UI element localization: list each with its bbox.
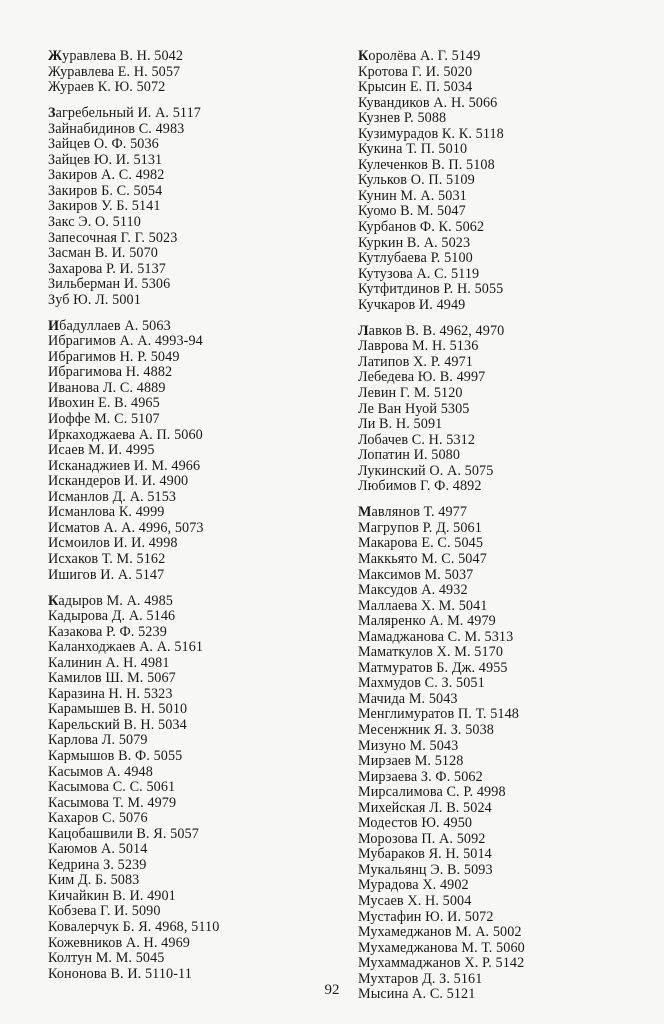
index-entry: Мубараков Я. Н. 5014 [358,846,492,863]
index-entry: Мизуно М. 5043 [358,737,459,754]
index-entry: Кукина Т. П. 5010 [358,141,468,158]
index-entry: Лукинский О. А. 5075 [358,462,494,479]
index-entry: Морозова П. А. 5092 [358,830,486,847]
index-entry: Ишигов И. А. 5147 [48,566,165,583]
index-entry: Засман В. И. 5070 [48,245,158,262]
index-entry: Иркаходжаева А. П. 5060 [48,426,203,443]
index-entry: Карельский В. Н. 5034 [48,716,187,733]
index-entry: Иоффе М. С. 5107 [48,411,160,428]
index-entry: Иванова Л. С. 4889 [48,379,166,396]
index-entry: Маккьято М. С. 5047 [358,550,487,567]
index-entry: Маляренко А. М. 4979 [358,613,496,630]
index-entry: Мусаев Х. Н. 5004 [358,892,472,909]
index-entry: Курбанов Ф. К. 5062 [358,219,485,236]
index-entry: Любимов Г. Ф. 4892 [358,478,482,495]
index-entry: Месенжник Я. З. 5038 [358,721,494,738]
index-entry: Маматкулов Х. М. 5170 [358,644,504,661]
index-entry: Мурадова Х. 4902 [358,877,469,894]
index-column-right [358,49,658,1013]
index-entry: Мавлянов Т. 4977 [358,504,468,521]
index-entry: Мукальянц Э. В. 5093 [358,861,493,878]
letter-group [358,505,658,1003]
index-entry: Зильберман И. 5306 [48,276,171,293]
index-entry: Журавлева Е. Н. 5057 [48,63,181,80]
index-entry: Кадыров М. А. 4985 [48,592,173,609]
index-entry: Мухамеджанова М. Т. 5060 [358,939,525,956]
index-entry: Макарова Е. С. 5045 [358,535,484,552]
index-entry: Журавлева В. Н. 5042 [48,48,184,64]
index-entry: Кутузова А. С. 5119 [358,265,480,282]
index-entry: Лебедева Ю. В. 4997 [358,369,486,386]
index-entry: Кувандиков А. Н. 5066 [358,94,498,111]
index-entry: Исманлова К. 4999 [48,504,165,521]
index-entry: Кадырова Д. А. 5146 [48,608,176,625]
index-entry: Кобзева Г. И. 5090 [48,903,161,920]
index-entry: Мирзаев М. 5128 [358,753,464,770]
letter-group [48,49,338,96]
index-entry: Мухамеджанов М. А. 5002 [358,924,522,941]
index-entry: Зайнабидинов С. 4983 [48,120,185,137]
index-entry: Ли В. Н. 5091 [358,416,443,433]
index-entry: Мачида М. 5043 [358,690,458,707]
index-entry: Ковалерчук Б. Я. 4968, 5110 [48,919,220,936]
index-entry: Карамышев В. Н. 5010 [48,701,188,718]
index-entry: Касымов А. 4948 [48,763,153,780]
index-entry: Кузимурадов К. К. 5118 [358,125,504,142]
index-entry: Кунин М. А. 5031 [358,187,467,204]
index-entry: Закс Э. О. 5110 [48,213,141,230]
index-entry: Михейская Л. В. 5024 [358,799,492,816]
index-column-left [48,49,338,993]
index-entry: Каюмов А. 5014 [48,841,148,858]
index-entry: Калинин А. Н. 4981 [48,654,170,671]
page-number: 92 [324,982,340,998]
letter-group [358,324,658,495]
index-entry: Исканаджиев И. М. 4966 [48,457,201,474]
index-entry: Кучкаров И. 4949 [358,296,466,313]
index-entry: Каланходжаев А. А. 5161 [48,639,204,656]
index-entry: Крысин Е. П. 5034 [358,79,473,96]
index-entry: Зайцев О. Ф. 5036 [48,136,159,153]
index-entry: Жураев К. Ю. 5072 [48,79,166,96]
index-entry: Кутфитдинов Р. Н. 5055 [358,281,504,298]
index-entry: Касымова Т. М. 4979 [48,794,177,811]
index-entry: Кедрина З. 5239 [48,856,147,873]
index-entry: Мустафин Ю. И. 5072 [358,908,494,925]
index-entry: Исхаков Т. М. 5162 [48,550,166,567]
index-entry: Исманлов Д. А. 5153 [48,488,177,505]
index-entry: Магрупов Р. Д. 5061 [358,519,482,536]
letter-group [48,594,338,983]
index-entry: Запесочная Г. Г. 5023 [48,229,178,246]
index-entry: Лопатин И. 5080 [358,447,461,464]
index-entry: Латипов Х. Р. 4971 [358,353,474,370]
index-entry: Куркин В. А. 5023 [358,234,471,251]
index-entry: Ким Д. Б. 5083 [48,872,140,889]
index-entry: Махмудов С. З. 5051 [358,675,485,692]
index-entry: Колтун М. М. 5045 [48,950,165,967]
index-entry: Мирсалимова С. Р. 4998 [358,784,506,801]
index-entry: Кожевников А. Н. 4969 [48,934,190,951]
index-entry: Карлова Л. 5079 [48,732,148,749]
index-entry: Модестов Ю. 4950 [358,815,473,832]
letter-group [48,319,338,583]
index-entry: Кичайкин В. И. 4901 [48,887,176,904]
index-entry: Захарова Р. И. 5137 [48,260,166,277]
index-entry: Кахаров С. 5076 [48,810,148,827]
letter-group [358,49,658,313]
index-entry: Закиров У. Б. 5141 [48,198,161,215]
index-entry: Исмоилов И. И. 4998 [48,535,178,552]
letter-group [48,106,338,308]
index-entry: Кульков О. П. 5109 [358,172,475,189]
index-entry: Мирзаева З. Ф. 5062 [358,768,483,785]
index-entry: Куомо В. М. 5047 [358,203,466,220]
index-entry: Казакова Р. Ф. 5239 [48,623,167,640]
index-entry: Загребельный И. А. 5117 [48,105,201,122]
index-entry: Исаев М. И. 4995 [48,442,155,459]
index-entry: Исматов А. А. 4996, 5073 [48,519,204,536]
index-entry: Кацобашвили В. Я. 5057 [48,825,199,842]
index-entry: Кузнев Р. 5088 [358,110,447,127]
index-entry: Мысина А. С. 5121 [358,986,476,1003]
index-entry: Мухаммаджанов Х. Р. 5142 [358,955,525,972]
index-entry: Ибрагимов Н. Р. 5049 [48,348,180,365]
index-entry: Зайцев Ю. И. 5131 [48,151,163,168]
index-entry: Закиров А. С. 4982 [48,167,165,184]
index-entry: Каразина Н. Н. 5323 [48,685,173,702]
index-entry: Лобачев С. Н. 5312 [358,431,476,448]
index-entry: Кутлубаева Р. 5100 [358,250,473,267]
index-entry: Левин Г. М. 5120 [358,384,463,401]
index-entry: Лаврова М. Н. 5136 [358,338,479,355]
index-entry: Мухтаров Д. З. 5161 [358,970,483,987]
index-entry: Мамаджанова С. М. 5313 [358,628,514,645]
index-entry: Ибрагимов А. А. 4993-94 [48,333,203,350]
index-entry: Касымова С. С. 5061 [48,779,176,796]
index-entry: Маллаева Х. М. 5041 [358,597,488,614]
index-entry: Матмуратов Б. Дж. 4955 [358,659,508,676]
index-entry: Ибадуллаев А. 5063 [48,317,171,334]
index-entry: Кротова Г. И. 5020 [358,63,473,80]
index-entry: Кармышов В. Ф. 5055 [48,748,183,765]
index-entry: Лавков В. В. 4962, 4970 [358,322,505,339]
index-entry: Менглимуратов П. Т. 5148 [358,706,519,723]
index-entry: Зуб Ю. Л. 5001 [48,291,141,308]
index-entry: Максудов А. 4932 [358,582,468,599]
index-entry: Кулеченков В. П. 5108 [358,156,495,173]
index-entry: Закиров Б. С. 5054 [48,182,163,199]
index-entry: Камилов Ш. М. 5067 [48,670,176,687]
index-entry: Искандеров И. И. 4900 [48,473,189,490]
index-entry: Максимов М. 5037 [358,566,474,583]
index-entry: Ле Ван Нуой 5305 [358,400,470,417]
index-entry: Ибрагимова Н. 4882 [48,364,173,381]
index-entry: Кононова В. И. 5110-11 [48,965,192,982]
index-entry: Ивохин Е. В. 4965 [48,395,160,412]
index-entry: Королёва А. Г. 5149 [358,48,481,64]
